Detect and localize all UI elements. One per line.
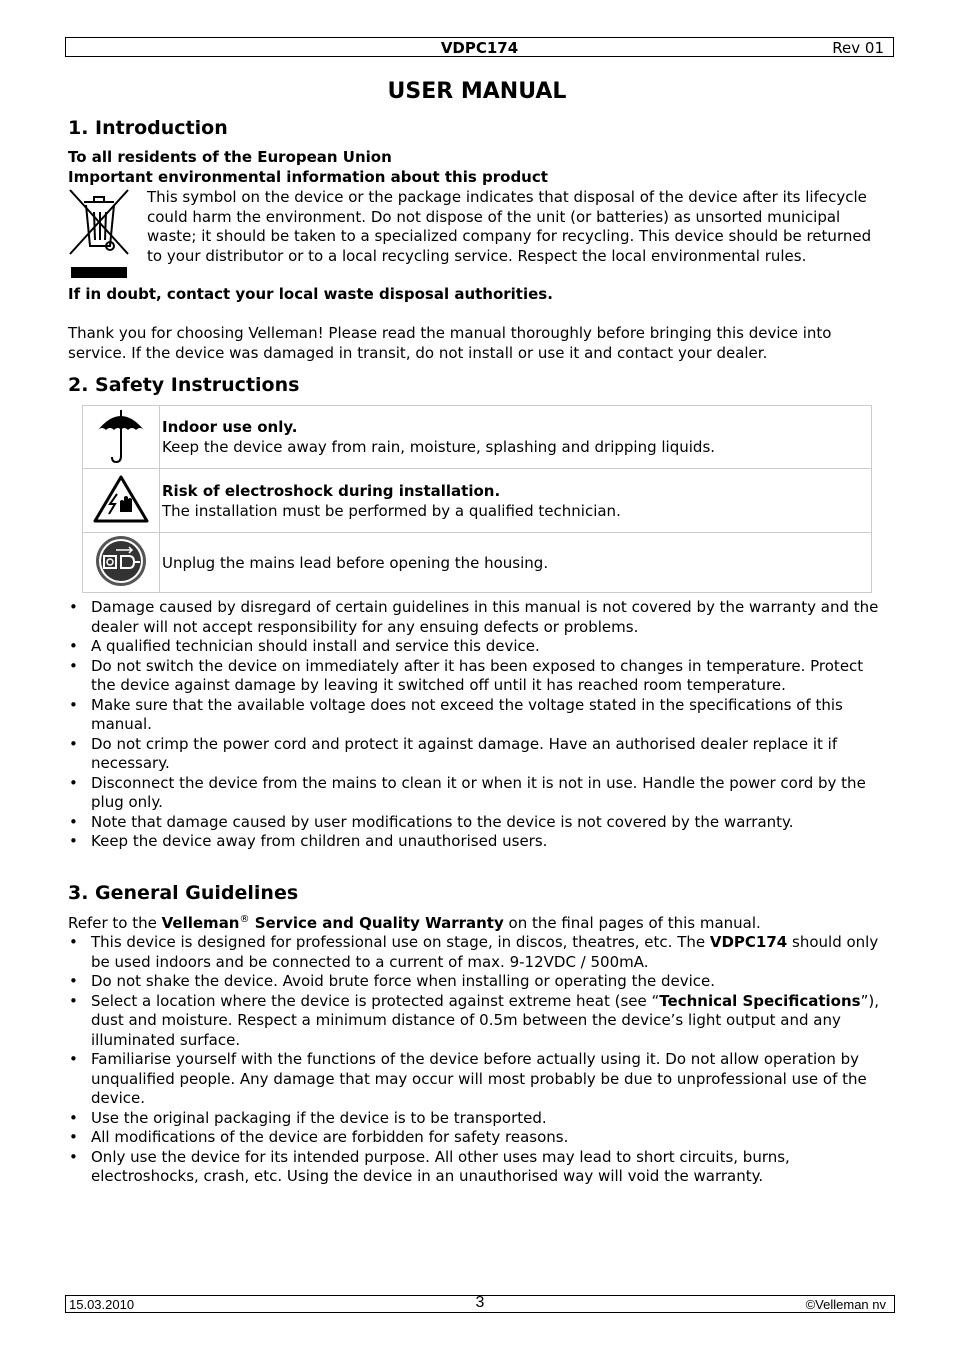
env-line: Important environmental information about this product [68, 168, 548, 186]
list-item: • All modifications of the device are forbidden for safety reasons. [68, 1128, 883, 1148]
spec-ref: Technical Specifications [659, 991, 861, 1010]
guidelines-bullet-list [68, 933, 883, 1187]
safety-heading: 2. Safety Instructions [68, 374, 300, 396]
list-text: ”), dust and moisture. Respect a minimum distance of 0.5m between the device’s light output and any illuminated surface. [91, 991, 879, 1049]
safety-icon-cell [83, 533, 160, 593]
refer-pre: Refer to the [68, 914, 162, 932]
list-item: • Do not switch the device on immediately after it has been exposed to changes in temperature. Protect the device against damage by leaving it switched off until it has reached room temperature. [68, 657, 883, 696]
safety-row-electroshock [83, 469, 872, 533]
list-text: should only be used indoors and be connected to a current of max. 9-12VDC / 500mA. [91, 933, 879, 971]
safety-bold: Indoor use only. [162, 418, 298, 436]
safety-row-unplug [83, 533, 872, 593]
intro-heading: 1. Introduction [68, 117, 228, 139]
list-item: • Use the original packaging if the device is to be transported. [68, 1109, 883, 1129]
safety-text: Unplug the mains lead before opening the housing. [162, 553, 549, 572]
model-ref: VDPC174 [709, 933, 788, 951]
list-item [68, 933, 883, 972]
doubt-line: If in doubt, contact your local waste disposal authorities. [68, 285, 553, 303]
safety-icon-cell [83, 469, 160, 533]
safety-bullet-list [68, 598, 883, 852]
list-item: • Only use the device for its intended purpose. All other uses may lead to short circuits, burns, electroshocks, crash, etc. Using the device in an unauthorised way will void the warranty. [68, 1148, 883, 1187]
list-item: • Keep the device away from children and unauthorised users. [68, 832, 883, 852]
safety-bold: Risk of electroshock during installation. [162, 481, 501, 500]
safety-text: Keep the device away from rain, moisture, splashing and dripping liquids. [162, 438, 716, 456]
list-item: • Do not shake the device. Avoid brute force when installing or operating the device. [68, 972, 883, 992]
page-title: USER MANUAL [387, 79, 567, 104]
list-text: Select a location where the device is protected against extreme heat (see “ [91, 991, 660, 1010]
list-item: • Damage caused by disregard of certain guidelines in this manual is not covered by the warranty and the dealer will not accept responsibility for any ensuing defects or problems. [68, 598, 883, 637]
list-item: • Familiarise yourself with the functions of the device before actually using it. Do not allow operation by unqualified people. Any damage that may occur will most probably be due to unprofessional use of the device. [68, 1050, 883, 1109]
unplug-icon [94, 534, 148, 588]
warranty-title: Service and Quality Warranty [249, 914, 504, 932]
safety-table [82, 405, 872, 593]
guidelines-heading: 3. General Guidelines [68, 882, 299, 904]
footer-copyright: ©Velleman nv [805, 1297, 886, 1312]
thanks-paragraph: Thank you for choosing Velleman! Please read the manual thoroughly before bringing this device into service. If the device was damaged in transit, do not install or use it and contact your dealer. [68, 324, 832, 362]
footer-date: 15.03.2010 [69, 1297, 135, 1312]
brand-name: Velleman [161, 914, 240, 932]
weee-bin-icon [68, 188, 130, 280]
safety-row-indoor [83, 406, 872, 469]
page-footer [65, 1295, 895, 1313]
revision: Rev 01 [832, 39, 884, 57]
refer-post: on the final pages of this manual. [503, 914, 761, 932]
safety-text: The installation must be performed by a qualified technician. [162, 501, 621, 520]
warranty-reference [68, 914, 888, 934]
safety-text-cell [160, 533, 872, 593]
electroshock-warning-icon [93, 474, 149, 524]
list-item: • Do not crimp the power cord and protect it against damage. Have an authorised dealer replace it if necessary. [68, 735, 883, 774]
list-item: • Make sure that the available voltage does not exceed the voltage stated in the specifications of this manual. [68, 696, 883, 735]
weee-text: This symbol on the device or the package indicates that disposal of the device after its lifecycle could harm the environment. Do not dispose of the unit (or batteries) as unsorted municipal waste; it should be taken to a specialized company for recycling. This device should be returned to your distributor or to a local recycling service. Respect the local environmental rules. [147, 188, 872, 265]
model-number: VDPC174 [440, 39, 519, 57]
list-item: • Note that damage caused by user modifications to the device is not covered by the warranty. [68, 813, 883, 833]
safety-icon-cell [83, 406, 160, 469]
list-text: This device is designed for professional use on stage, in discos, theatres, etc. The [91, 933, 710, 951]
registered-mark: ® [239, 914, 250, 925]
safety-text-cell [160, 406, 872, 469]
list-item [68, 992, 883, 1051]
safety-text-cell [160, 469, 872, 533]
eu-line: To all residents of the European Union [68, 148, 392, 166]
umbrella-icon [96, 406, 146, 464]
list-item: • A qualified technician should install and service this device. [68, 637, 883, 657]
page-number: 3 [475, 1294, 485, 1311]
list-item: • Disconnect the device from the mains to clean it or when it is not in use. Handle the power cord by the plug only. [68, 774, 883, 813]
page-header [65, 37, 894, 57]
